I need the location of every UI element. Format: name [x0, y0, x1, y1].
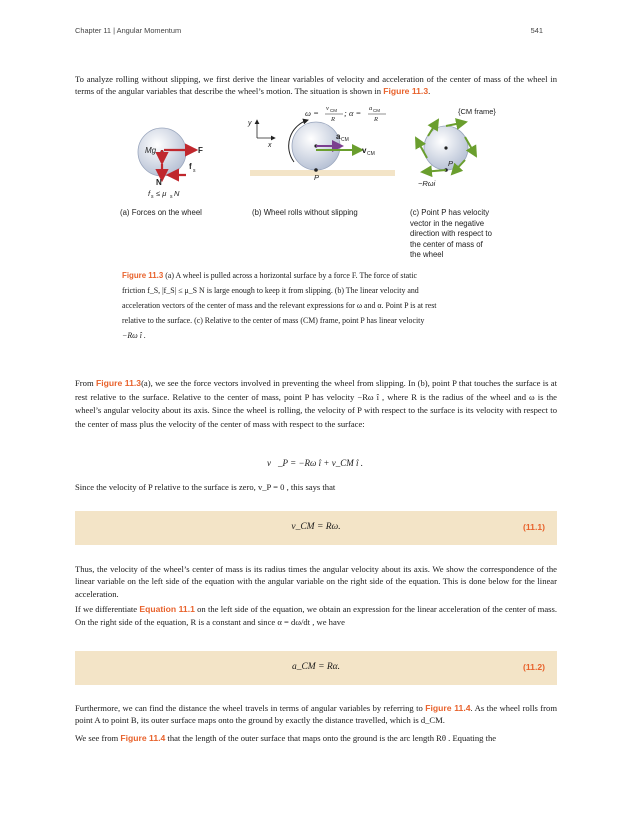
svg-text:s: s: [151, 194, 154, 200]
chapter-header: Chapter 11 | Angular Momentum: [75, 26, 182, 35]
equation-link[interactable]: Equation 11.1: [139, 604, 195, 614]
svg-text:CM: CM: [330, 108, 337, 113]
paragraph-5: If we differentiate Equation 11.1 on the left side of the equation, we obtain an expression for the linear acceleration of the center of mass. On the right side of the equation, R is a constant and since α = dω/dt , we have: [75, 604, 557, 627]
svg-text:v: v: [362, 146, 367, 155]
svg-text:s: s: [193, 168, 196, 174]
svg-text:CM: CM: [373, 108, 380, 113]
svg-text:s: s: [170, 194, 173, 200]
page-number: 541: [530, 26, 543, 35]
equation-11-2-box: [75, 651, 557, 685]
svg-text:CM: CM: [341, 137, 349, 143]
intro-paragraph: To analyze rolling without slipping, we first derive the linear variables of velocity and acceleration of the center of mass of the wheel in terms of the angular variables that describe the wheel’s motion. The situation is shown in Figure 11.3.: [75, 74, 557, 97]
panel-c-caption: (c) Point P has velocity vector in the negative direction with respect to the center of mass of the wheel: [410, 208, 492, 259]
paragraph-4: Thus, the velocity of the wheel’s center of mass is its radius times the angular velocity about its axis. We show the correspondence of the linear variable on the left side of the equation with the angular variable on the right side of the equation. This is done below for the linear acceleration.: [75, 564, 557, 599]
svg-text:P: P: [314, 173, 320, 182]
figure-link[interactable]: Figure 11.3: [95, 378, 142, 388]
intro-text: To analyze rolling without slipping, we first derive the linear variables of velocity and acceleration of the center of mass of the wheel in terms of the angular variables that describe the wheel’s motion. The situation is shown in: [75, 74, 557, 97]
panel-b-caption: (b) Wheel rolls without slipping: [252, 208, 358, 217]
equation-11-1-number: (11.1): [523, 522, 545, 532]
svg-text:−Rωi: −Rωi: [418, 179, 436, 188]
figure-link[interactable]: Figure 11.4: [425, 703, 471, 713]
figure-11-3: [0, 100, 630, 270]
svg-text:F: F: [198, 146, 203, 155]
figure-caption: Figure 11.3 (a) A wheel is pulled across a horizontal surface by a force F. The force of static friction f_S, |f_S| ≤ μ_S N is large enough to keep it from slipping. (b) The linear velocity and acceleration vectors of the center of mass and the relevant expressions for ω and α. Point P is at rest relative to the surface. (c) Relative to the center of mass (CM) frame, point P has linear velocity −Rω î .: [122, 271, 437, 340]
svg-text:x: x: [268, 142, 272, 149]
velocity-p-equation: v⃗_P = −Rω î + v_CM î .: [267, 458, 363, 468]
panel-a-caption: (a) Forces on the wheel: [120, 208, 202, 217]
paragraph-7: We see from Figure 11.4 that the length of the outer surface that maps onto the ground is the arc length Rθ . Equating the: [75, 733, 497, 743]
svg-text:CM: CM: [367, 151, 375, 157]
paragraph-6: Furthermore, we can find the distance the wheel travels in terms of angular variables by referring to Figure 11.4. As the wheel rolls from point A to point B, its outer surface maps onto the ground by exactly the distance travelled, which is d_CM.: [75, 703, 558, 726]
panel-b: [247, 120, 395, 182]
figure-link[interactable]: Figure 11.4: [120, 733, 166, 743]
svg-text:y: y: [248, 120, 252, 127]
figure-caption-label: Figure 11.3: [122, 271, 164, 280]
ground-b: [250, 170, 395, 176]
svg-text:P: P: [448, 159, 454, 168]
svg-text:N: N: [174, 189, 180, 198]
omega-alpha-equation: ω =: [305, 108, 319, 118]
svg-text:f: f: [189, 162, 192, 171]
paragraph-2: From Figure 11.3(a), we see the force vectors involved in preventing the wheel from slipping. In (b), point P that touches the surface is at rest relative to the surface. Relative to the center of mass, point P has velocity −Rω î , where R is the radius of the wheel and ω is the wheel’s angular velocity about its axis. Since the wheel is rolling, the velocity of P with respect to the surface is its velocity with respect to the center of mass plus the velocity of the center of mass with respect to the surface:: [75, 378, 557, 429]
equation-11-2-number: (11.2): [523, 662, 545, 672]
svg-text:; α =: ; α =: [344, 108, 362, 118]
svg-text:Mg: Mg: [145, 146, 157, 155]
equation-11-2: a_CM = Rα.: [291, 662, 341, 672]
svg-text:N: N: [156, 178, 162, 187]
svg-text:a: a: [336, 132, 341, 141]
panel-a: [138, 128, 203, 200]
figure-link[interactable]: Figure 11.3: [383, 86, 429, 97]
equation-11-1-box: [75, 511, 557, 545]
svg-text:v: v: [326, 105, 329, 112]
svg-text:{CM frame}: {CM frame}: [458, 107, 496, 116]
svg-text:f: f: [148, 189, 151, 198]
svg-text:≤ μ: ≤ μ: [156, 189, 167, 198]
svg-text:R: R: [374, 116, 378, 123]
svg-text:a: a: [369, 105, 373, 112]
panel-c: [416, 107, 496, 188]
paragraph-3: Since the velocity of P relative to the surface is zero, v_P = 0 , this says that: [75, 482, 336, 492]
svg-text:R: R: [331, 116, 335, 123]
equation-11-1: v_CM = Rω.: [291, 522, 341, 532]
